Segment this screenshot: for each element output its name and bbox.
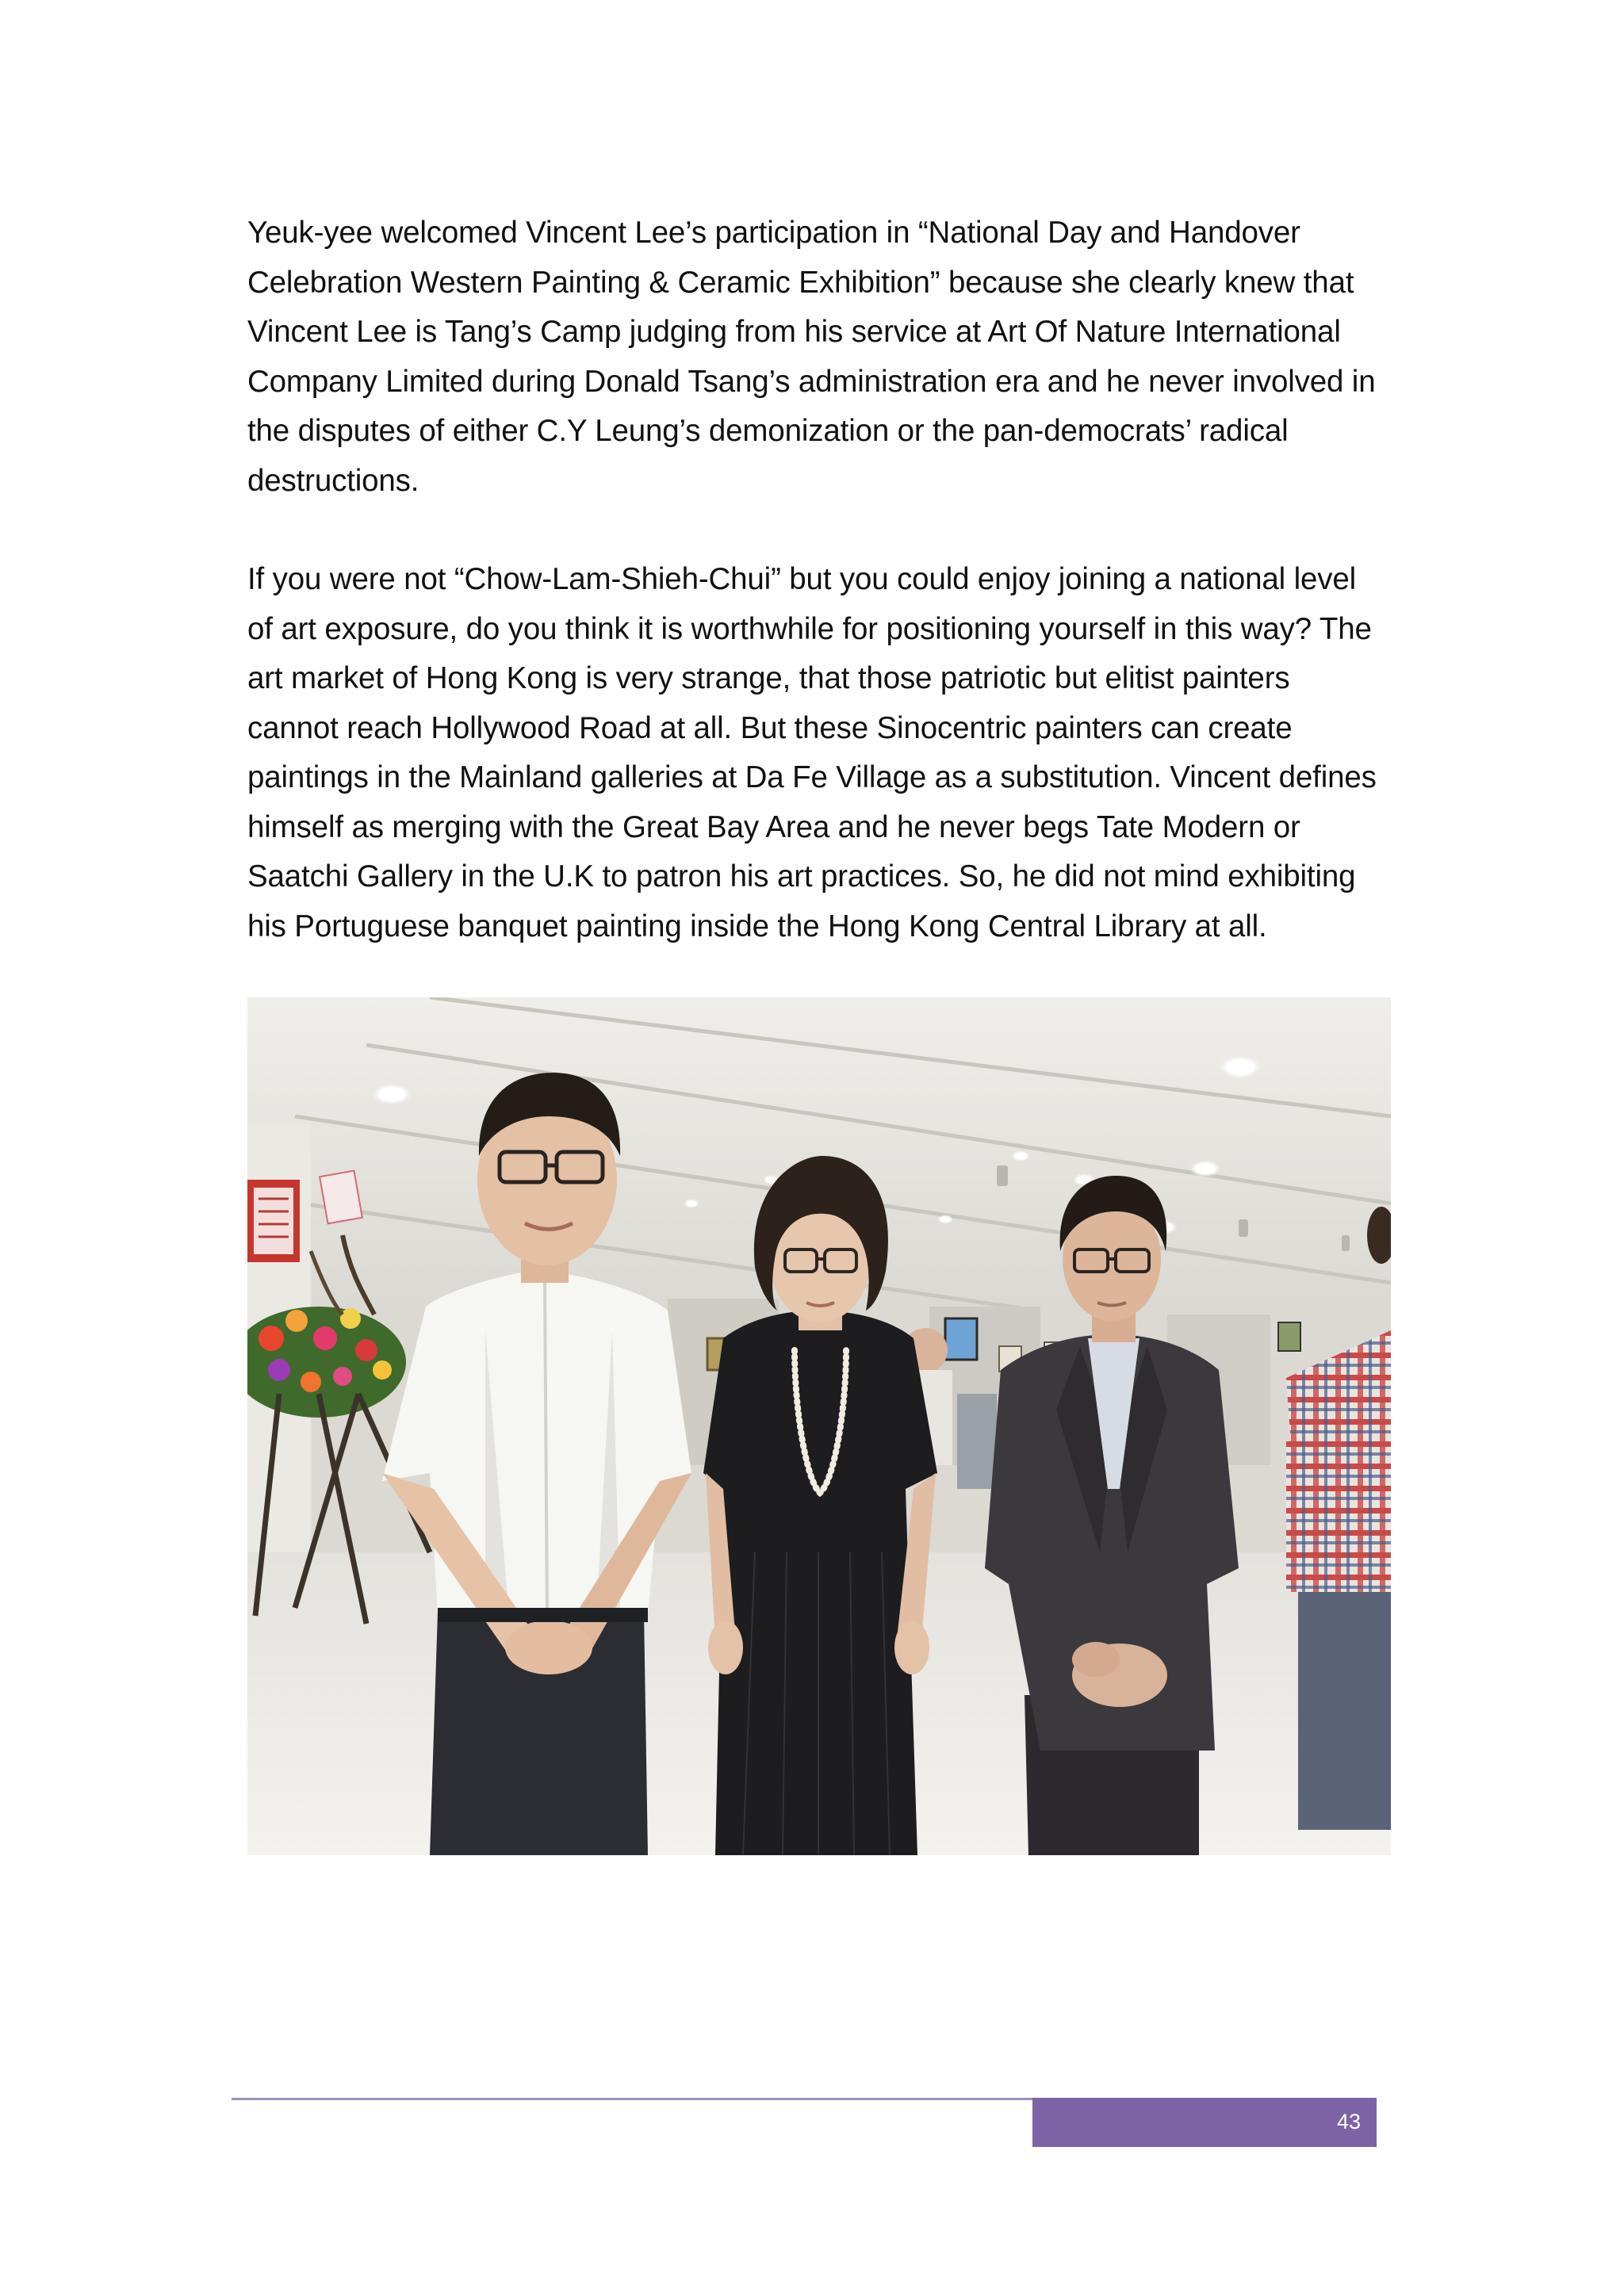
body-paragraph-2 xyxy=(247,555,1396,951)
text-line: If you were not “Chow-Lam-Shieh-Chui” but you could enjoy joining a national level xyxy=(247,562,1357,596)
text-line: his Portuguese banquet painting inside the Hong Kong Central Library at all. xyxy=(247,909,1267,943)
page-number-badge xyxy=(1032,2098,1377,2147)
text-line: Yeuk-yee welcomed Vincent Lee’s participation in “National Day and Handover xyxy=(247,216,1300,250)
text-line: Company Limited during Donald Tsang’s administration era and he never involved in xyxy=(247,364,1376,399)
text-line: Vincent Lee is Tang’s Camp judging from his service at Art Of Nature International xyxy=(247,315,1341,349)
body-paragraph-1 xyxy=(247,209,1396,506)
text-line: of art exposure, do you think it is worthwhile for positioning yourself in this way? The xyxy=(247,611,1372,646)
text-line: himself as merging with the Great Bay Area and he never begs Tate Modern or xyxy=(247,809,1300,844)
text-line: Saatchi Gallery in the U.K to patron his art practices. So, he did not mind exhibiting xyxy=(247,859,1356,894)
exhibition-photo xyxy=(247,997,1391,1855)
text-line: destructions. xyxy=(247,463,419,498)
text-line: art market of Hong Kong is very strange, that those patriotic but elitist painters xyxy=(247,661,1290,695)
page-number: 43 xyxy=(1336,2110,1361,2133)
text-line: paintings in the Mainland galleries at Da Fe Village as a substitution. Vincent defines xyxy=(247,760,1377,794)
text-line: Celebration Western Painting & Ceramic Exhibition” because she clearly knew that xyxy=(247,265,1354,300)
text-line: the disputes of either C.Y Leung’s demonization or the pan-democrats’ radical xyxy=(247,414,1289,448)
text-line: cannot reach Hollywood Road at all. But these Sinocentric painters can create xyxy=(247,710,1293,745)
